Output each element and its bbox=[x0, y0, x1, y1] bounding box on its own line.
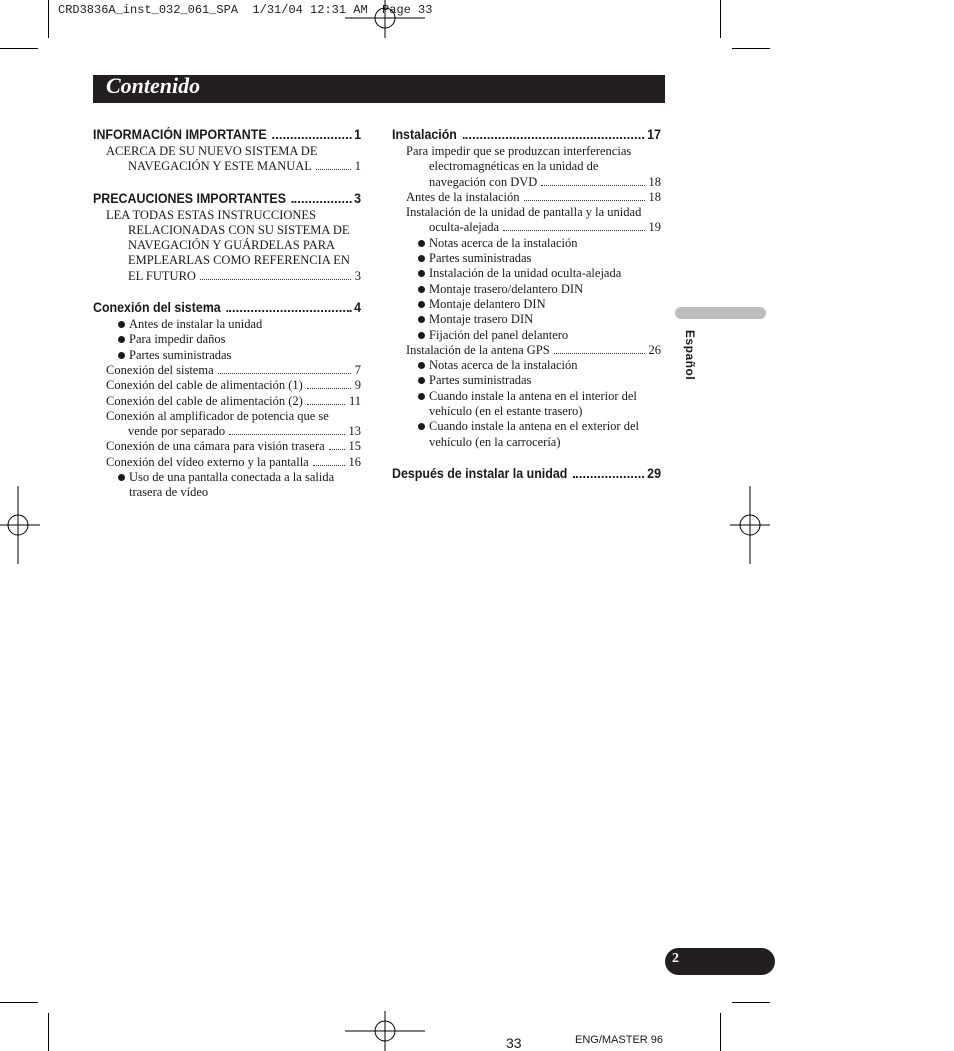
toc-entry-line: ACERCA DE SU NUEVO SISTEMA DE bbox=[106, 144, 318, 158]
toc-page-number: 9 bbox=[354, 378, 361, 393]
registration-mark bbox=[345, 1011, 425, 1051]
dot-leader bbox=[554, 353, 645, 354]
toc-bullet-label: Partes suministradas bbox=[429, 251, 532, 266]
toc-bullet-label: Notas acerca de la instalación bbox=[429, 235, 578, 250]
toc-bullet-label: vehículo (en la carrocería) bbox=[429, 434, 561, 449]
bullet-icon bbox=[418, 240, 425, 247]
toc-page-number: 7 bbox=[354, 362, 361, 377]
toc-section-heading bbox=[93, 191, 361, 207]
dot-leader bbox=[307, 388, 351, 389]
toc-bullet-item bbox=[429, 297, 661, 312]
dot-leader bbox=[541, 185, 644, 186]
toc-bullet-label: vehículo (en el estante trasero) bbox=[429, 404, 583, 419]
toc-bullet-label: Partes suministradas bbox=[129, 347, 232, 362]
bullet-icon bbox=[418, 332, 425, 339]
toc-entry bbox=[93, 394, 361, 409]
toc-bullet-item bbox=[429, 358, 661, 373]
toc-bullet-label: Cuando instale la antena en el exterior del bbox=[429, 419, 639, 434]
toc-page-number: 15 bbox=[348, 439, 361, 454]
toc-page-number: 17 bbox=[647, 127, 661, 142]
bullet-icon bbox=[418, 362, 425, 369]
toc-bullet-item bbox=[129, 317, 361, 332]
toc-section-heading bbox=[93, 300, 361, 316]
toc-entry-line: EMPLEARLAS COMO REFERENCIA EN bbox=[128, 253, 350, 268]
toc-page-number: 29 bbox=[647, 465, 661, 481]
bullet-icon bbox=[118, 474, 125, 481]
toc-entry bbox=[392, 220, 661, 235]
toc-entry-line: RELACIONADAS CON SU SISTEMA DE bbox=[128, 222, 350, 237]
toc-entry bbox=[392, 343, 661, 358]
dot-leader bbox=[200, 279, 351, 280]
toc-bullet-item bbox=[429, 266, 661, 281]
registration-mark bbox=[345, 0, 425, 40]
registration-mark bbox=[0, 486, 40, 564]
registration-mark bbox=[730, 486, 770, 564]
bullet-icon bbox=[118, 336, 125, 343]
toc-entry bbox=[93, 439, 361, 454]
dot-leader bbox=[218, 373, 351, 374]
toc-entry-label: Conexión del cable de alimentación (2) bbox=[106, 393, 303, 408]
toc-section-label: INFORMACIÓN IMPORTANTE bbox=[93, 127, 267, 142]
toc-section-label: Después de instalar la unidad bbox=[392, 465, 568, 481]
page-folio: 33 bbox=[506, 1035, 522, 1051]
bullet-icon bbox=[418, 286, 425, 293]
toc-section-label: Conexión del sistema bbox=[93, 300, 221, 316]
master-label: ENG/MASTER 96 bbox=[575, 1034, 664, 1046]
toc-section-label: PRECAUCIONES IMPORTANTES bbox=[93, 190, 286, 206]
crop-mark bbox=[732, 48, 770, 49]
dot-leader bbox=[272, 137, 351, 139]
toc-page-number: 19 bbox=[648, 220, 661, 235]
toc-entry bbox=[93, 424, 361, 439]
toc-bullet-label: Para impedir daños bbox=[129, 332, 226, 347]
toc-entry-label: vende por separado bbox=[128, 424, 226, 439]
toc-bullet-label: Antes de instalar la unidad bbox=[129, 317, 263, 332]
toc-bullet-label: Montaje trasero/delantero DIN bbox=[429, 281, 584, 296]
toc-page-number: 1 bbox=[354, 159, 361, 174]
dot-leader bbox=[313, 465, 345, 466]
toc-entry-line: Para impedir que se produzcan interferencias bbox=[406, 144, 632, 158]
page-title: Contenido bbox=[106, 73, 201, 98]
toc-entry-label: oculta-alejada bbox=[429, 220, 500, 235]
language-tab bbox=[675, 307, 766, 319]
toc-left-column bbox=[93, 127, 361, 501]
toc-bullet-item bbox=[429, 435, 661, 450]
toc-entry bbox=[93, 363, 361, 378]
print-slug: CRD3836A_inst_032_061_SPA 1/31/04 12:31 AM Page 33 bbox=[58, 3, 433, 17]
toc-section-label: Instalación bbox=[392, 127, 457, 142]
toc-entry-line: LEA TODAS ESTAS INSTRUCCIONES bbox=[106, 207, 317, 222]
bullet-icon bbox=[418, 393, 425, 400]
toc-entry-label: NAVEGACIÓN Y ESTE MANUAL bbox=[128, 159, 312, 174]
bullet-icon bbox=[418, 423, 425, 430]
crop-mark bbox=[732, 1002, 770, 1003]
toc-bullet-item bbox=[429, 328, 661, 343]
dot-leader bbox=[229, 434, 344, 435]
toc-page-number: 13 bbox=[348, 424, 361, 439]
toc-entry bbox=[93, 455, 361, 470]
toc-page-number: 4 bbox=[354, 300, 361, 316]
toc-bullet-item bbox=[429, 373, 661, 388]
dot-leader bbox=[573, 476, 645, 478]
toc-entry-line: Instalación de la unidad de pantalla y la unidad bbox=[406, 205, 642, 220]
toc-entry bbox=[93, 378, 361, 393]
bullet-icon bbox=[418, 301, 425, 308]
crop-mark bbox=[720, 0, 721, 38]
toc-entry bbox=[392, 175, 661, 190]
toc-entry-label: Antes de la instalación bbox=[406, 189, 520, 204]
toc-bullet-item bbox=[429, 312, 661, 327]
crop-mark bbox=[0, 1002, 38, 1003]
toc-right-column bbox=[392, 127, 661, 483]
toc-entry bbox=[93, 159, 361, 174]
bullet-icon bbox=[418, 316, 425, 323]
toc-bullet-item bbox=[129, 348, 361, 363]
toc-page-number: 26 bbox=[648, 342, 661, 357]
toc-page-number: 11 bbox=[348, 393, 361, 408]
language-tab-label: Español bbox=[683, 330, 697, 381]
toc-bullet-label: trasera de vídeo bbox=[129, 485, 209, 500]
toc-bullet-item bbox=[429, 419, 661, 434]
toc-bullet-item bbox=[429, 404, 661, 419]
toc-bullet-item bbox=[129, 470, 361, 485]
toc-page-number: 16 bbox=[348, 454, 361, 469]
toc-bullet-item bbox=[429, 236, 661, 251]
bullet-icon bbox=[418, 270, 425, 277]
toc-bullet-item bbox=[429, 282, 661, 297]
toc-entry-label: Conexión del vídeo externo y la pantalla bbox=[106, 454, 309, 469]
toc-entry-label: Instalación de la antena GPS bbox=[406, 342, 550, 357]
toc-bullet-label: Instalación de la unidad oculta-alejada bbox=[429, 266, 622, 281]
chapter-number: 2 bbox=[672, 951, 679, 966]
toc-bullet-item bbox=[129, 332, 361, 347]
dot-leader bbox=[316, 169, 351, 170]
bullet-icon bbox=[418, 377, 425, 384]
toc-entry bbox=[93, 269, 361, 284]
toc-page-number: 18 bbox=[648, 174, 661, 189]
toc-section-heading bbox=[392, 127, 661, 143]
toc-entry-line: electromagnéticas en la unidad de bbox=[429, 159, 599, 174]
toc-bullet-label: Notas acerca de la instalación bbox=[429, 358, 578, 373]
dot-leader bbox=[462, 137, 644, 139]
toc-entry-label: navegación con DVD bbox=[429, 174, 538, 189]
crop-mark bbox=[48, 1013, 49, 1051]
chapter-pill bbox=[665, 948, 775, 975]
toc-page-number: 3 bbox=[354, 268, 361, 283]
toc-page-number: 18 bbox=[648, 189, 661, 204]
toc-entry-label: Conexión del cable de alimentación (1) bbox=[106, 378, 303, 393]
toc-entry-line: NAVEGACIÓN Y GUÁRDELAS PARA bbox=[128, 238, 336, 253]
toc-section-heading bbox=[93, 127, 361, 143]
toc-section-heading bbox=[392, 466, 661, 482]
toc-entry bbox=[392, 190, 661, 205]
toc-entry-label: EL FUTURO bbox=[128, 268, 196, 283]
toc-bullet-label: Montaje delantero DIN bbox=[429, 296, 546, 311]
dot-leader bbox=[307, 404, 345, 405]
dot-leader bbox=[292, 201, 352, 203]
dot-leader bbox=[524, 200, 645, 201]
toc-entry-label: Conexión del sistema bbox=[106, 362, 214, 377]
toc-bullet-item bbox=[429, 251, 661, 266]
toc-bullet-label: Montaje trasero DIN bbox=[429, 312, 534, 327]
dot-leader bbox=[329, 449, 345, 450]
crop-mark bbox=[0, 48, 38, 49]
toc-bullet-label: Uso de una pantalla conectada a la salida bbox=[129, 470, 335, 485]
bullet-icon bbox=[418, 255, 425, 262]
toc-entry-label: Conexión de una cámara para visión trasera bbox=[106, 439, 325, 454]
toc-page-number: 1 bbox=[354, 127, 361, 142]
dot-leader bbox=[226, 310, 351, 312]
crop-mark bbox=[720, 1013, 721, 1051]
bullet-icon bbox=[118, 321, 125, 328]
toc-bullet-label: Partes suministradas bbox=[429, 373, 532, 388]
dot-leader bbox=[503, 230, 644, 231]
toc-page-number: 3 bbox=[354, 190, 361, 206]
toc-bullet-item bbox=[429, 389, 661, 404]
bullet-icon bbox=[118, 352, 125, 359]
toc-bullet-label: Cuando instale la antena en el interior del bbox=[429, 388, 637, 403]
toc-bullet-item bbox=[129, 485, 361, 500]
toc-bullet-label: Fijación del panel delantero bbox=[429, 327, 569, 342]
crop-mark bbox=[48, 0, 49, 38]
toc-entry-line: Conexión al amplificador de potencia que se bbox=[106, 408, 329, 423]
